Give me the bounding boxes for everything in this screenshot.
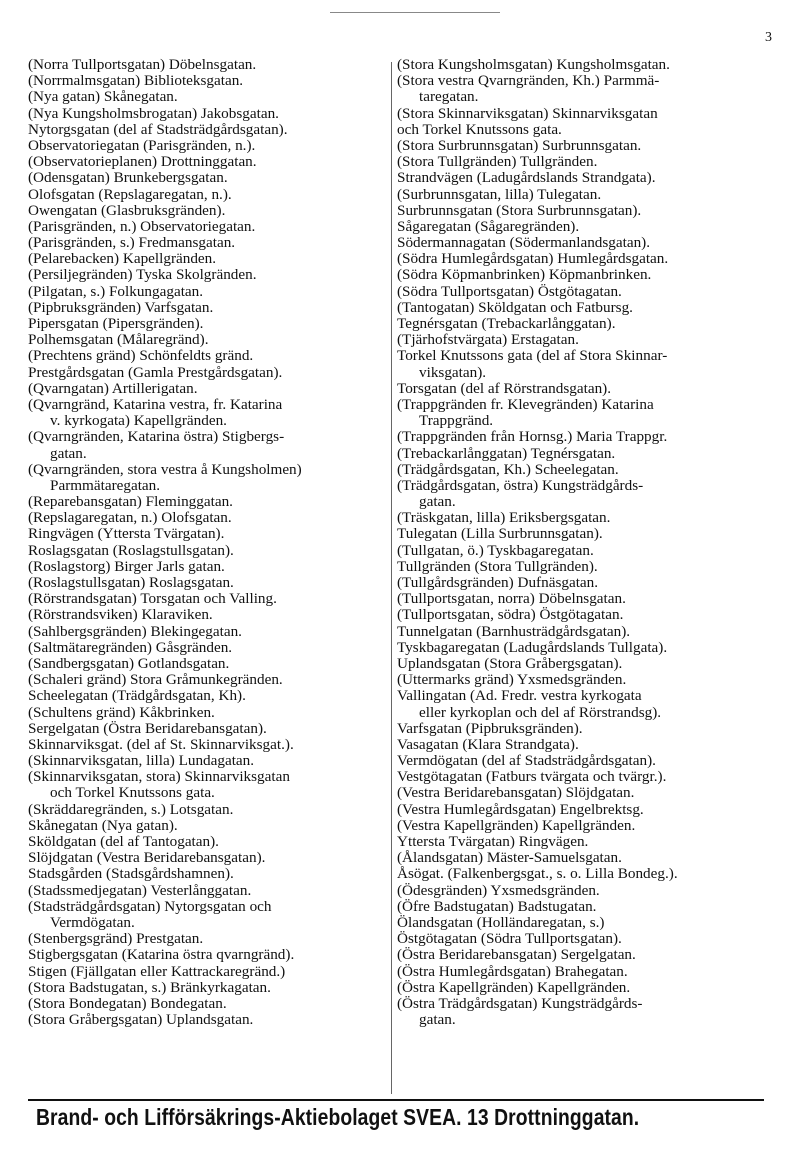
top-rule [330,12,500,13]
index-entry: (Surbrunnsgatan, lilla) Tulegatan. [397,185,602,203]
index-entry: (Qvarngränden, stora vestra å Kungsholmen) [28,460,302,478]
index-entry: Parmmätaregatan. [50,476,161,494]
footer-advertisement: Brand- och Lifförsäkrings-Aktiebolaget SVEA. 13 Drottninggatan. [36,1104,640,1130]
index-entry: (Tullportsgatan, södra) Östgötagatan. [397,606,624,624]
index-entry: Varfsgatan (Pipbruksgränden). [397,719,583,737]
index-entry: (Skräddaregränden, s.) Lotsgatan. [28,800,234,818]
index-entry: (Pipbruksgränden) Varfsgatan. [28,298,214,316]
index-entry: (Tantogatan) Sköldgatan och Fatbursg. [397,298,633,316]
index-entry: (Roslagstorg) Birger Jarls gatan. [28,557,225,575]
index-entry: Sköldgatan (del af Tantogatan). [28,833,219,850]
index-entry: (Trebackarlånggatan) Tegnérsgatan. [397,444,616,462]
index-entry: och Torkel Knutssons gata. [397,120,562,138]
page-number: 3 [765,30,772,45]
index-entry: (Sandbergsgatan) Gotlandsgatan. [28,654,230,672]
index-entry: och Torkel Knutssons gata. [50,784,215,802]
index-entry: (Södra Humlegårdsgatan) Humlegårdsgatan. [397,250,669,268]
index-entry: (Stora Surbrunnsgatan) Surbrunnsgatan. [397,136,642,154]
index-entry: (Östra Beridarebansgatan) Sergelgatan. [397,946,636,964]
index-entry: (Stora Skinnarviksgatan) Skinnarviksgatan [397,104,658,122]
index-entry: (Rörstrandsviken) Klaraviken. [28,606,213,624]
index-entry: (Norra Tullportsgatan) Döbelnsgatan. [28,56,257,73]
index-entry: (Observatorieplanen) Drottninggatan. [28,153,257,171]
index-entry: (Stora Gråbergsgatan) Uplandsgatan. [28,1011,254,1029]
index-entry: (Trappgränden fr. Klevegränden) Katarina [397,395,654,413]
index-entry: Tullgränden (Stora Tullgränden). [397,557,598,575]
index-entry: (Trädgårdsgatan, Kh.) Scheelegatan. [397,460,619,478]
index-entry: (Vestra Kapellgränden) Kapellgränden. [397,816,636,834]
index-entry: Ölandsgatan (Holländaregatan, s.) [397,913,605,931]
index-entry: Sergelgatan (Östra Beridarebansgatan). [28,719,267,737]
index-entry: Tegnérsgatan (Trebackarlånggatan). [397,315,616,332]
index-entry: (Pelarebacken) Kapellgränden. [28,250,217,268]
index-entry: (Östra Humlegårdsgatan) Brahegatan. [397,962,628,980]
index-entry: (Saltmätaregränden) Gåsgränden. [28,638,233,656]
index-entry: (Roslagstullsgatan) Roslagsgatan. [28,574,234,591]
index-entry: (Nya gatan) Skånegatan. [28,88,178,106]
index-entry: (Ålandsgatan) Mäster-Samuelsgatan. [397,849,622,867]
index-entry: Vestgötagatan (Fatburs tvärgata och tvärgr.). [397,768,667,786]
index-entry: (Sahlbergsgränden) Blekingegatan. [28,622,242,640]
index-entry: (Södra Köpmanbrinken) Köpmanbrinken. [397,266,652,284]
index-entry: (Nya Kungsholmsbrogatan) Jakobsgatan. [28,104,279,122]
index-entry: Vallingatan (Ad. Fredr. vestra kyrkogata [397,687,642,705]
index-entry: (Qvarngränd, Katarina vestra, fr. Katarina [28,395,283,413]
index-entry: Torkel Knutssons gata (del af Stora Skinnar- [397,347,668,365]
index-entry: (Qvarngränden, Katarina östra) Stigbergs- [28,428,285,446]
column-divider [391,62,392,1094]
index-entry: (Parisgränden, s.) Fredmansgatan. [28,234,236,252]
index-entry: (Östra Kapellgränden) Kapellgränden. [397,978,631,996]
index-entry: Vermdögatan. [50,913,135,931]
index-entry: Roslagsgatan (Roslagstullsgatan). [28,541,234,559]
index-entry: (Trädgårdsgatan, östra) Kungsträdgårds- [397,476,644,494]
index-entry: Sågaregatan (Sågaregränden). [397,217,580,235]
index-entry: Yttersta Tvärgatan) Ringvägen. [397,833,589,850]
footer-rule [28,1099,764,1101]
index-entry: (Schaleri gränd) Stora Gråmunkegränden. [28,671,283,689]
index-entry: Åsögat. (Falkenbergsgat., s. o. Lilla Bondeg.). [397,865,678,883]
index-entry: (Parisgränden, n.) Observatoriegatan. [28,217,256,235]
index-entry: (Tullgårdsgränden) Dufnäsgatan. [397,574,599,591]
index-entry: (Tullportsgatan, norra) Döbelnsgatan. [397,590,626,608]
index-entry: (Stora Badstugatan, s.) Bränkyrkagatan. [28,978,271,996]
index-entry: (Östra Trädgårdsgatan) Kungsträdgårds- [397,994,643,1012]
index-entry: gatan. [419,493,456,511]
index-entry: Nytorgsgatan (del af Stadsträdgårdsgatan). [28,120,288,138]
index-entry: (Trappgränden från Hornsg.) Maria Trappgr. [397,428,668,446]
index-entry: (Stora vestra Qvarngränden, Kh.) Parmmä- [397,72,660,90]
index-entry: (Uttermarks gränd) Yxsmedsgränden. [397,671,627,689]
index-entry: Skinnarviksgat. (del af St. Skinnarviksgat.). [28,735,294,753]
right-column [397,57,777,1028]
index-entry: (Ödesgränden) Yxsmedsgränden. [397,881,600,899]
index-entry: (Stora Tullgränden) Tullgränden. [397,153,598,171]
index-entry: (Odensgatan) Brunkebergsgatan. [28,169,228,187]
index-entry: Östgötagatan (Södra Tullportsgatan). [397,930,622,948]
index-entry: Tunnelgatan (Barnhusträdgårdsgatan). [397,622,631,640]
index-entry: Ringvägen (Yttersta Tvärgatan). [28,525,225,543]
index-entry: (Skinnarviksgatan, lilla) Lundagatan. [28,752,255,770]
index-entry: Olofsgatan (Repslagaregatan, n.). [28,185,232,203]
index-entry: Stigen (Fjällgatan eller Kattrackaregränd.) [28,962,286,980]
index-entry: (Qvarngatan) Artillerigatan. [28,379,198,397]
index-entry: (Träskgatan, lilla) Eriksbergsgatan. [397,509,611,527]
index-entry: Polhemsgatan (Målaregränd). [28,331,209,349]
index-entry: Vasagatan (Klara Strandgata). [397,735,579,753]
index-entry: Pipersgatan (Pipersgränden). [28,315,204,332]
index-entry: (Skinnarviksgatan, stora) Skinnarviksgatan [28,768,290,786]
index-entry: (Stenbergsgränd) Prestgatan. [28,930,204,948]
index-entry: eller kyrkoplan och del af Rörstrandsg). [419,703,662,721]
index-entry: Strandvägen (Ladugårdslands Strandgata). [397,169,656,187]
index-entry: (Rörstrandsgatan) Torsgatan och Valling. [28,590,277,608]
index-entry: Tyskbagaregatan (Ladugårdslands Tullgata). [397,638,668,656]
index-entry: gatan. [50,444,87,462]
index-entry: (Reparebansgatan) Fleminggatan. [28,493,233,511]
index-entry: (Tjärhofstvärgata) Erstagatan. [397,331,579,349]
index-entry: (Persiljegränden) Tyska Skolgränden. [28,266,257,284]
index-entry: Vermdögatan (del af Stadsträdgårdsgatan). [397,752,656,770]
index-entry: v. kyrkogata) Kapellgränden. [50,412,227,430]
index-entry: (Repslagaregatan, n.) Olofsgatan. [28,509,232,527]
index-entry: Prestgårdsgatan (Gamla Prestgårdsgatan). [28,363,283,381]
index-entry: (Stadsträdgårdsgatan) Nytorgsgatan och [28,897,272,915]
index-entry: Surbrunnsgatan (Stora Surbrunnsgatan). [397,201,642,219]
index-entry: gatan. [419,1011,456,1029]
index-entry: (Vestra Beridarebansgatan) Slöjdgatan. [397,784,635,802]
index-entry: (Öfre Badstugatan) Badstugatan. [397,897,597,915]
index-entry: (Tullgatan, ö.) Tyskbagaregatan. [397,541,594,559]
index-entry: (Stora Kungsholmsgatan) Kungsholmsgatan. [397,56,670,73]
index-entry: Uplandsgatan (Stora Gråbergsgatan). [397,654,623,672]
index-entry: Stigbergsgatan (Katarina östra qvarngränd). [28,946,295,964]
index-entry: Scheelegatan (Trädgårdsgatan, Kh). [28,687,246,705]
index-entry: (Södra Tullportsgatan) Östgötagatan. [397,282,622,300]
index-entry: Skånegatan (Nya gatan). [28,816,178,834]
index-entry: Södermannagatan (Södermanlandsgatan). [397,234,651,252]
index-entry: Observatoriegatan (Parisgränden, n.). [28,136,256,154]
index-entry: (Stora Bondegatan) Bondegatan. [28,994,227,1012]
index-entry: Trappgränd. [419,412,494,430]
index-entry: Owengatan (Glasbruksgränden). [28,201,226,219]
index-entry: viksgatan). [419,363,487,381]
index-entry: (Stadssmedjegatan) Vesterlånggatan. [28,881,252,899]
index-entry: Tulegatan (Lilla Surbrunnsgatan). [397,525,603,543]
index-entry: (Vestra Humlegårdsgatan) Engelbrektsg. [397,800,644,818]
index-entry: (Prechtens gränd) Schönfeldts gränd. [28,347,254,365]
index-entry: (Pilgatan, s.) Folkungagatan. [28,282,204,300]
index-entry: (Norrmalmsgatan) Biblioteksgatan. [28,72,244,90]
index-entry: (Schultens gränd) Kåkbrinken. [28,703,215,721]
index-entry: Slöjdgatan (Vestra Beridarebansgatan). [28,849,266,867]
index-entry: Torsgatan (del af Rörstrandsgatan). [397,379,612,397]
index-entry: Stadsgården (Stadsgårdshamnen). [28,865,234,883]
left-column [28,57,393,1028]
index-entry: taregatan. [419,88,479,106]
